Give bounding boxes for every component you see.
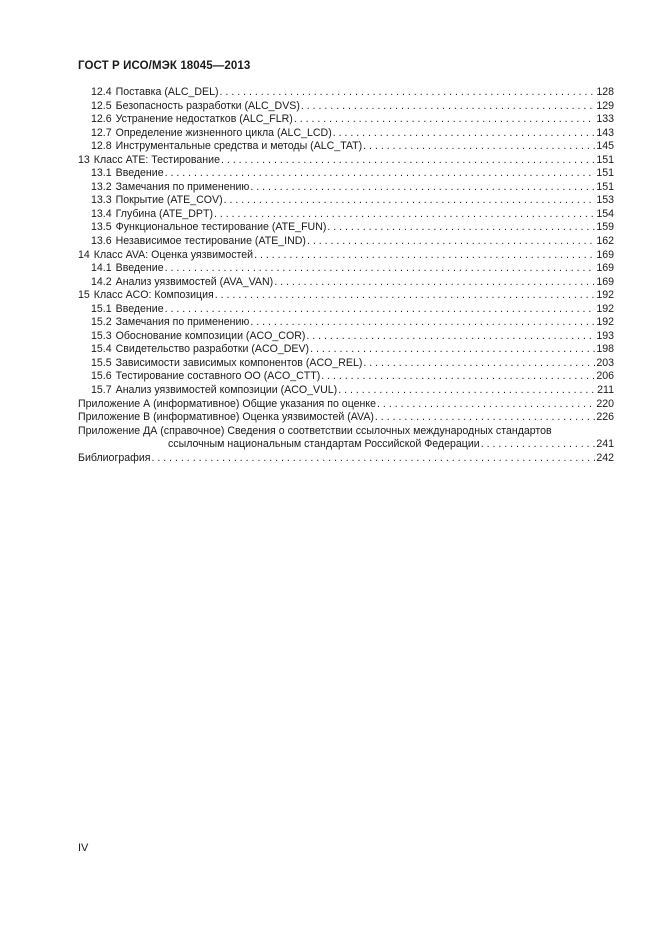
toc-entry-title: Безопасность разработки (ALC_DVS) bbox=[115, 99, 300, 112]
toc-entry-page: 169 bbox=[596, 262, 614, 275]
toc-entry-title: Тестирование составного ОО (ACO_CTT) bbox=[115, 370, 321, 383]
toc-entry-page: 169 bbox=[596, 248, 614, 261]
toc-entry[interactable] bbox=[78, 221, 614, 235]
toc-entry-page: 169 bbox=[596, 275, 614, 288]
page-number: IV bbox=[78, 842, 89, 854]
toc-entry-number: 12.8 bbox=[91, 140, 112, 153]
toc-entry-page: 220 bbox=[596, 397, 614, 410]
toc-entry-page: 241 bbox=[596, 438, 614, 451]
toc-entry[interactable] bbox=[78, 208, 614, 222]
toc-leader-dots bbox=[165, 262, 596, 276]
toc-entry[interactable] bbox=[78, 127, 614, 141]
toc-entry[interactable] bbox=[78, 235, 614, 249]
toc-leader-dots bbox=[363, 357, 595, 371]
toc-entry-title: Приложение ДА (справочное) Сведения о соответствии ссылочных международных стандартов bbox=[78, 424, 552, 437]
toc-entry-number: 12.7 bbox=[91, 126, 112, 139]
toc-entry-page: 129 bbox=[596, 99, 614, 112]
toc-entry-page: 162 bbox=[596, 235, 614, 248]
toc-entry[interactable] bbox=[78, 289, 614, 303]
toc-entry[interactable] bbox=[78, 303, 614, 317]
toc-leader-dots bbox=[327, 221, 595, 235]
toc-entry-number: 15 bbox=[78, 289, 90, 302]
toc-entry[interactable] bbox=[78, 167, 614, 181]
document-header: ГОСТ Р ИСО/МЭК 18045—2013 bbox=[78, 60, 251, 72]
toc-entry-number: 14 bbox=[78, 248, 90, 261]
toc-entry-page: 151 bbox=[596, 153, 614, 166]
toc-entry-bibliography[interactable] bbox=[78, 452, 614, 466]
toc-entry-number: 13.6 bbox=[91, 235, 112, 248]
toc-leader-dots bbox=[151, 452, 595, 466]
toc-leader-dots bbox=[254, 249, 595, 263]
toc-entry[interactable] bbox=[78, 181, 614, 195]
toc-entry-page: 193 bbox=[596, 329, 614, 342]
toc-entry-number: 15.6 bbox=[91, 370, 112, 383]
toc-entry-number: 13.2 bbox=[91, 180, 112, 193]
toc-entry-number: 13.5 bbox=[91, 221, 112, 234]
toc-entry-title: Свидетельство разработки (ACO_DEV) bbox=[115, 343, 310, 356]
toc-entry-title: Независимое тестирование (ATE_IND) bbox=[115, 235, 306, 248]
toc-entry[interactable] bbox=[78, 370, 614, 384]
toc-leader-dots bbox=[306, 330, 595, 344]
toc-entry-title: Приложение А (информативное) Общие указания по оценке bbox=[78, 397, 377, 410]
toc-leader-dots bbox=[214, 208, 595, 222]
toc-entry-number: 15.7 bbox=[91, 384, 112, 397]
toc-entry-page: 211 bbox=[597, 384, 614, 397]
toc-leader-dots bbox=[221, 154, 595, 168]
toc-leader-dots bbox=[250, 181, 595, 195]
toc-leader-dots bbox=[310, 343, 595, 357]
toc-entry-title: Класс ACO: Композиция bbox=[93, 289, 214, 302]
toc-entry-number: 12.6 bbox=[91, 113, 112, 126]
toc-entry-page: 154 bbox=[596, 207, 614, 220]
toc-leader-dots bbox=[224, 194, 596, 208]
toc-entry-number: 13 bbox=[78, 153, 90, 166]
toc-entry-number: 13.1 bbox=[91, 167, 112, 180]
toc-entry-page: 133 bbox=[596, 113, 614, 126]
toc-entry-title: Зависимости зависимых компонентов (ACO_REL) bbox=[115, 356, 363, 369]
toc-entry-number: 15.4 bbox=[91, 343, 112, 356]
toc-entry[interactable] bbox=[78, 343, 614, 357]
toc-entry[interactable] bbox=[78, 276, 614, 290]
toc-entry[interactable] bbox=[78, 140, 614, 154]
toc-entry-title: Устранение недостатков (ALC_FLR) bbox=[115, 113, 293, 126]
toc-entry[interactable] bbox=[78, 154, 614, 168]
toc-entry-page: 145 bbox=[596, 140, 614, 153]
toc-entry-page: 226 bbox=[596, 411, 614, 424]
toc-entry-title-continued: ссылочным национальным стандартам Российской Федерации bbox=[168, 438, 480, 451]
toc-entry-title: Приложение В (информативное) Оценка уязвимостей (AVA) bbox=[78, 411, 374, 424]
toc-entry-number: 12.5 bbox=[91, 99, 112, 112]
toc-entry-page: 192 bbox=[596, 316, 614, 329]
toc-leader-dots bbox=[338, 384, 596, 398]
toc-entry-number: 14.2 bbox=[91, 275, 112, 288]
toc-entry-title: Введение bbox=[115, 167, 164, 180]
toc-leader-dots bbox=[377, 398, 595, 412]
toc-entry-title: Глубина (ATE_DPT) bbox=[115, 207, 213, 220]
toc-leader-dots bbox=[307, 235, 595, 249]
toc-leader-dots bbox=[301, 100, 595, 114]
toc-entry-title: Определение жизненного цикла (ALC_LCD) bbox=[115, 126, 332, 139]
toc-entry[interactable] bbox=[78, 398, 614, 412]
toc-entry[interactable] bbox=[78, 384, 614, 398]
toc-entry-page: 151 bbox=[596, 180, 614, 193]
toc-entry-title: Покрытие (ATE_COV) bbox=[115, 194, 223, 207]
toc-entry[interactable] bbox=[78, 249, 614, 263]
toc-entry-page: 203 bbox=[596, 356, 614, 369]
toc-entry[interactable] bbox=[78, 357, 614, 371]
toc-entry-number: 15.1 bbox=[91, 302, 112, 315]
toc-entry-number: 14.1 bbox=[91, 262, 112, 275]
toc-entry[interactable] bbox=[78, 411, 614, 425]
toc-entry-title: Обоснование композиции (ACO_COR) bbox=[115, 329, 306, 342]
toc-entry-page: 198 bbox=[596, 343, 614, 356]
toc-entry[interactable] bbox=[78, 330, 614, 344]
toc-entry-title: Библиография bbox=[78, 451, 151, 464]
table-of-contents bbox=[78, 86, 614, 465]
toc-entry-number: 15.3 bbox=[91, 329, 112, 342]
toc-entry-page: 128 bbox=[596, 86, 614, 98]
toc-entry-number: 15.5 bbox=[91, 356, 112, 369]
toc-entry-title: Замечания по применению bbox=[115, 316, 250, 329]
toc-entry[interactable] bbox=[78, 262, 614, 276]
toc-entry-title: Введение bbox=[115, 302, 164, 315]
toc-leader-dots bbox=[363, 140, 595, 154]
toc-leader-dots bbox=[481, 438, 596, 452]
toc-entry[interactable] bbox=[78, 194, 614, 208]
toc-entry-title: Анализ уязвимостей (AVA_VAN) bbox=[115, 275, 274, 288]
toc-leader-dots bbox=[165, 167, 596, 181]
toc-leader-dots bbox=[321, 370, 595, 384]
toc-leader-dots bbox=[220, 86, 596, 100]
toc-entry-page: 153 bbox=[596, 194, 614, 207]
toc-leader-dots bbox=[274, 276, 595, 290]
toc-entry[interactable] bbox=[78, 100, 614, 114]
toc-entry-page: 143 bbox=[596, 126, 614, 139]
toc-entry-annex-da[interactable] bbox=[78, 425, 614, 452]
toc-entry-title: Инструментальные средства и методы (ALC_TAT) bbox=[115, 140, 363, 153]
toc-entry-page: 192 bbox=[596, 302, 614, 315]
toc-entry-title: Поставка (ALC_DEL) bbox=[115, 86, 219, 98]
toc-entry-number: 13.3 bbox=[91, 194, 112, 207]
toc-entry-page: 192 bbox=[596, 289, 614, 302]
toc-leader-dots bbox=[250, 316, 595, 330]
toc-entry-title: Класс ATE: Тестирование bbox=[93, 153, 220, 166]
toc-entry-title: Класс AVA: Оценка уязвимостей bbox=[93, 248, 254, 261]
toc-entry-page: 242 bbox=[596, 451, 614, 464]
toc-leader-dots bbox=[375, 411, 595, 425]
toc-leader-dots bbox=[215, 289, 596, 303]
toc-entry-number: 15.2 bbox=[91, 316, 112, 329]
toc-entry-number: 12.4 bbox=[91, 86, 112, 98]
toc-entry-title: Анализ уязвимостей композиции (ACO_VUL) bbox=[115, 384, 338, 397]
toc-entry[interactable] bbox=[78, 86, 614, 100]
toc-entry[interactable] bbox=[78, 113, 614, 127]
toc-entry-title: Замечания по применению bbox=[115, 180, 250, 193]
toc-entry-title: Функциональное тестирование (ATE_FUN) bbox=[115, 221, 327, 234]
toc-leader-dots bbox=[294, 113, 595, 127]
toc-leader-dots bbox=[333, 127, 596, 141]
toc-entry[interactable] bbox=[78, 316, 614, 330]
toc-entry-page: 151 bbox=[596, 167, 614, 180]
toc-entry-number: 13.4 bbox=[91, 207, 112, 220]
toc-entry-page: 206 bbox=[596, 370, 614, 383]
toc-leader-dots bbox=[165, 303, 596, 317]
toc-entry-page: 159 bbox=[596, 221, 614, 234]
toc-entry-title: Введение bbox=[115, 262, 164, 275]
